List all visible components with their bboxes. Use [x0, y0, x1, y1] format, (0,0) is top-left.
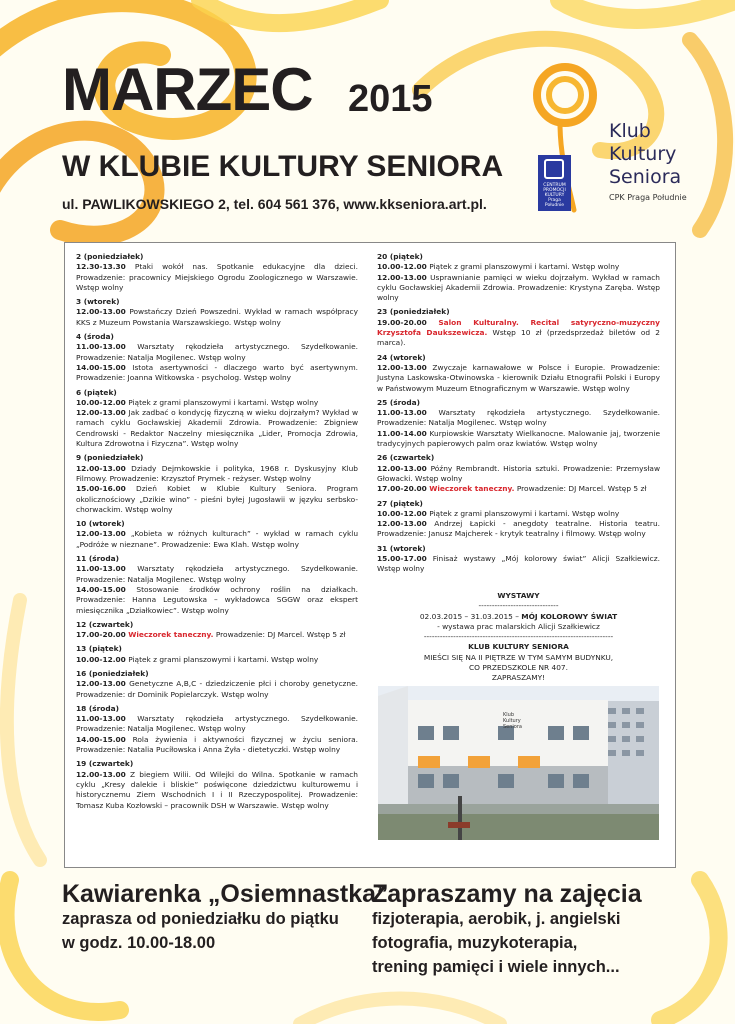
day-date: 19 (czwartek) — [76, 759, 134, 769]
event-highlight: Salon Kulturalny. Recital satyryczno-muzyczny Krzysztofa Daukszewicza. — [377, 317, 661, 338]
invite-line: trening pamięci i wiele innych... — [372, 958, 620, 976]
building-photo — [378, 686, 659, 840]
day-date: 20 (piątek) — [377, 252, 423, 261]
schedule-event — [76, 770, 358, 811]
day-date: 12 (czwartek) — [76, 619, 134, 629]
badge-line: KULTURY — [544, 193, 565, 198]
schedule-event — [76, 630, 358, 640]
schedule-event — [377, 484, 660, 494]
badge-line: Praga Południe — [544, 198, 565, 208]
schedule-event — [76, 714, 358, 735]
event-description: Piątek z grami planszowymi i kartami. Wstęp wolny — [128, 654, 319, 664]
event-time: 17.00-20.00 — [377, 484, 427, 494]
day-date: 16 (poniedziałek) — [76, 668, 149, 678]
event-time: 12.00-13.00 — [377, 463, 427, 473]
cpk-logo-badge — [538, 155, 571, 211]
cafe-hours-line: w godz. 10.00-18.00 — [62, 934, 216, 952]
schedule-day — [76, 297, 358, 328]
event-description: Powstańczy Dzień Powszedni. Wykład w ramach współpracy KKS z Muzeum Powstania Warszawskiego. Wstęp wolny — [76, 307, 358, 327]
event-time: 12.00-13.00 — [377, 362, 427, 372]
day-date: 31 (wtorek) — [377, 543, 426, 553]
badge-line: PROMOCJI — [543, 188, 566, 193]
schedule-event — [76, 529, 358, 550]
divider: ------------------------------ — [478, 601, 559, 611]
exhibition-line — [377, 612, 660, 622]
schedule-event — [377, 363, 660, 394]
photo-sign-text: Klub Kultury Seniora — [503, 712, 522, 730]
event-time: 12.00-13.00 — [76, 769, 126, 779]
event-description: Prowadzenie: DJ Marcel. Wstęp 5 zł — [215, 630, 346, 640]
schedule-event — [76, 655, 358, 665]
club-name: KLUB KULTURY SENIORA — [468, 642, 569, 652]
schedule-day — [377, 398, 660, 449]
logo-line: Seniora — [609, 166, 682, 188]
cafe-title: Kawiarenka „Osiemnastka” — [62, 880, 389, 908]
event-description: Prowadzenie: DJ Marcel. Wstęp 5 zł — [516, 484, 647, 494]
event-time: 12.00-13.00 — [76, 679, 126, 689]
page-subtitle: W KLUBIE KULTURY SENIORA — [62, 150, 504, 183]
event-time: 14.00-15.00 — [76, 362, 126, 372]
event-time: 12.00-13.00 — [76, 463, 126, 473]
schedule-day — [377, 353, 660, 394]
exhibitions-heading: WYSTAWY — [497, 591, 540, 600]
event-description: Zwyczaje karnawałowe w Polsce i Europie. Prowadzenie: Justyna Laskowska-Otwinowska - kierownik Działu Etnografii Polski i Europy w Państwowym Muzeum Etnograficznym w Warszawie. Wstęp wolny — [377, 362, 660, 393]
schedule-day — [76, 669, 358, 700]
event-description: Dzień Kobiet w Klubie Kultury Seniora. Program okolicznościowy „Dzikie wino” - pieśni byłej Jugosławii w języku serbsko-chorwackim. Wstęp wolny — [76, 484, 358, 514]
event-time: 15.00-16.00 — [76, 484, 126, 494]
event-description: Jak zadbać o kondycję fizyczną w wieku dojrzałym? Wykład w ramach cyklu Gocławskiej Akademii Zdrowia. Prowadzenie: Zbigniew Cendrowski - Redaktor Naczelny miesięcznika „Lider, Promocja Zdrowia, Kultura Zdrowotna i Fizyczna”. Wstęp wolny — [76, 408, 358, 449]
day-date: 23 (poniedziałek) — [377, 307, 450, 317]
schedule-day — [76, 388, 358, 450]
event-description: „Kobieta w różnych kulturach” - wykład w ramach cyklu „Podróże w nieznane”. Prowadzenie: Ewa Klah. Wstęp wolny — [76, 529, 358, 549]
schedule-event — [377, 262, 660, 272]
schedule-day — [76, 453, 358, 515]
event-description: Dziady Dejmkowskie i polityka, 1968 r. Dyskusyjny Klub Filmowy. Prowadzenie: Krzysztof Prymek - reżyser. Wstęp wolny — [76, 463, 358, 483]
schedule-event — [76, 585, 358, 616]
exhibitions-section — [377, 591, 660, 684]
address-line: ul. PAWLIKOWSKIEGO 2, tel. 604 561 376, www.kkseniora.art.pl. — [62, 196, 487, 212]
day-date: 11 (środa) — [76, 554, 120, 564]
schedule-day — [76, 519, 358, 550]
schedule-event — [377, 318, 660, 349]
event-description: Warsztaty rękodzieła artystycznego. Szydełkowanie. Prowadzenie: Natalja Mogilenec. Wstęp wolny — [76, 564, 358, 584]
schedule-event — [76, 564, 358, 585]
schedule-day — [377, 307, 660, 348]
divider: ----------------------------------------------------------------------- — [423, 632, 614, 642]
schedule-day — [76, 332, 358, 383]
event-time: 14.00-15.00 — [76, 584, 126, 594]
event-time: 12.00-13.00 — [76, 408, 126, 418]
event-description: Istota asertywności - dlaczego warto być asertywnym. Prowadzenie: Joanna Witkowska - psycholog. Wstęp wolny — [76, 362, 358, 383]
day-date: 6 (piątek) — [76, 387, 117, 397]
schedule-day — [76, 644, 358, 665]
day-date: 25 (środa) — [377, 397, 421, 407]
event-description: Piątek z grami planszowymi i kartami. Wstęp wolny — [429, 508, 620, 518]
event-time: 12.30-13.30 — [76, 262, 126, 272]
schedule-event — [76, 363, 358, 384]
event-time: 11.00-14.00 — [377, 428, 427, 438]
schedule-event — [377, 408, 660, 429]
event-description: Z biegiem Wilii. Od Wilejki do Wilna. Spotkanie w ramach cyklu „Kresy dalekie i bliskie” poświęcone dziedzictwu kulturowemu i historycznemu Ziem Wschodnich I i II Rzeczypospolitej. Prowadzenie: Tomasz Kuba Kozłowski – pracownik DSH w Warszawie. Wstęp wolny — [76, 769, 358, 810]
club-info-line: MIEŚCI SIĘ NA II PIĘTRZE W TYM SAMYM BUDYNKU, — [423, 652, 614, 662]
event-description: Wstęp 10 zł (przedsprzedaż biletów od 2 marca). — [377, 328, 660, 348]
event-description: Piątek z grami planszowymi i kartami. Wstęp wolny — [429, 262, 620, 272]
event-description: Późny Rembrandt. Historia sztuki. Prowadzenie: Przemysław Głowacki. Wstęp wolny — [377, 463, 661, 483]
event-highlight: Wieczorek taneczny. — [429, 484, 515, 494]
event-description: Piątek z grami planszowymi i kartami. Wstęp wolny — [128, 397, 319, 407]
event-time: 10.00-12.00 — [76, 654, 126, 664]
day-date: 2 (poniedziałek) — [76, 252, 144, 261]
event-description: Warsztaty rękodzieła artystycznego. Szydełkowanie. Prowadzenie: Natalja Mogilenec. Wstęp wolny — [76, 342, 358, 362]
schedule-day — [76, 554, 358, 616]
event-description: Usprawnianie pamięci w wieku dojrzałym. Wykład w ramach cyklu Gocławskiej Akademii Zdrowia. Prowadzenie: Krystyna Zaręba. Wstęp wolny — [377, 272, 660, 303]
day-date: 9 (poniedziałek) — [76, 453, 144, 463]
exhibition-desc: - wystawa prac malarskich Alicji Szałkiewicz — [437, 621, 600, 631]
logo-line: Klub — [609, 120, 651, 142]
logo-subtitle: CPK Praga Południe — [609, 193, 687, 202]
schedule-day — [76, 759, 358, 810]
event-description: Andrzej Łapicki - anegdoty teatralne. Historia teatru. Prowadzenie: Janusz Majcherek - krytyk teatralny i filmowy. Wstęp wolny — [377, 519, 660, 539]
club-logo-text — [609, 120, 681, 189]
schedule-event — [76, 484, 358, 515]
invite-title: Zapraszamy na zajęcia — [372, 880, 642, 908]
event-description: Ptaki wokół nas. Spotkanie edukacyjne dla dzieci. Prowadzenie: pracownicy Miejskiego Ogrodu Zoologicznego w Warszawie. Wstęp wolny — [76, 262, 358, 292]
event-highlight: Wieczorek taneczny. — [128, 630, 214, 640]
exhibition-title: MÓJ KOLOROWY ŚWIAT — [521, 611, 618, 621]
day-date: 10 (wtorek) — [76, 519, 125, 529]
event-time: 10.00-12.00 — [377, 508, 427, 518]
day-date: 27 (piątek) — [377, 498, 423, 508]
schedule-right-column — [377, 252, 660, 575]
event-time: 10.00-12.00 — [76, 397, 126, 407]
event-time: 12.00-13.00 — [377, 272, 427, 282]
day-date: 18 (środa) — [76, 703, 120, 713]
exhibition-dates: 02.03.2015 – 31.03.2015 – — [419, 611, 519, 621]
schedule-event — [377, 273, 660, 304]
schedule-left-column — [76, 252, 358, 811]
event-description: Genetyczne A,B,C - dziedziczenie płci i choroby genetyczne. Prowadzenie: dr Dominik Popielarczyk. Wstęp wolny — [76, 679, 358, 699]
event-time: 12.00-13.00 — [76, 307, 126, 317]
schedule-event — [76, 464, 358, 485]
event-time: 15.00-17.00 — [377, 554, 427, 564]
schedule-day — [377, 453, 660, 494]
schedule-event — [76, 398, 358, 408]
schedule-day — [76, 252, 358, 293]
title-year: 2015 — [348, 78, 433, 120]
schedule-event — [377, 519, 660, 540]
schedule-event — [76, 679, 358, 700]
day-date: 3 (wtorek) — [76, 297, 120, 307]
schedule-day — [377, 499, 660, 540]
event-time: 11.00-13.00 — [76, 564, 126, 574]
event-time: 12.00-13.00 — [76, 529, 126, 539]
day-date: 24 (wtorek) — [377, 352, 426, 362]
event-description: Warsztaty rękodzieła artystycznego. Szydełkowanie. Prowadzenie: Natalja Mogilenec. Wstęp wolny — [377, 408, 660, 428]
schedule-event — [76, 408, 358, 449]
event-time: 11.00-13.00 — [76, 714, 126, 724]
day-date: 13 (piątek) — [76, 644, 122, 654]
schedule-event — [76, 262, 358, 293]
event-time: 19.00-20.00 — [377, 317, 427, 327]
event-description: Rola żywienia i aktywności fizycznej w życiu seniora. Prowadzenie: Natalia Pucíłowska i Anna Żyła - dietetyczki. Wstęp wolny — [76, 734, 358, 755]
schedule-day — [377, 252, 660, 303]
schedule-event — [377, 554, 660, 575]
invite-line: fotografia, muzykoterapia, — [372, 934, 578, 952]
title-month: MARZEC — [62, 56, 313, 123]
event-description: Kurpiowskie Warsztaty Wielkanocne. Malowanie jaj, tworzenie tradycyjnych papierowych palm oraz kwiatów. Wstęp wolny — [377, 428, 661, 449]
cafe-hours-line: zaprasza od poniedziałku do piątku — [62, 910, 339, 928]
event-time: 11.00-13.00 — [377, 408, 427, 418]
schedule-day — [76, 620, 358, 641]
cpk-logo-icon — [544, 159, 564, 179]
event-time: 17.00-20.00 — [76, 630, 126, 640]
day-date: 4 (środa) — [76, 332, 114, 342]
logo-line: Kultury — [609, 143, 677, 165]
event-description: Warsztaty rękodzieła artystycznego. Szydełkowanie. Prowadzenie: Natalja Mogilenec. Wstęp wolny — [76, 714, 358, 734]
schedule-event — [76, 307, 358, 328]
badge-line: CENTRUM — [543, 183, 566, 188]
day-date: 26 (czwartek) — [377, 453, 435, 463]
event-time: 12.00-13.00 — [377, 519, 427, 529]
schedule-event — [377, 464, 660, 485]
event-time: 14.00-15.00 — [76, 734, 126, 744]
schedule-event — [377, 429, 660, 450]
invite-line: fizjoterapia, aerobik, j. angielski — [372, 910, 621, 928]
event-description: Finisaż wystawy „Mój kolorowy świat” Alicji Szałkiewicz. Wstęp wolny — [377, 554, 660, 574]
schedule-day — [76, 704, 358, 755]
club-info-line: CO PRZEDSZKOLE NR 407. — [469, 663, 568, 673]
event-time: 10.00-12.00 — [377, 262, 427, 272]
schedule-event — [377, 509, 660, 519]
event-description: Stosowanie środków ochrony roślin na działkach. Prowadzenie: Hanna Legutowska – wykładowca SGGW oraz ekspert miesięcznika „Działkowiec”. Wstęp wolny — [76, 584, 358, 615]
schedule-event — [76, 342, 358, 363]
schedule-day — [377, 544, 660, 575]
schedule-event — [76, 735, 358, 756]
club-info-line: ZAPRASZAMY! — [491, 673, 546, 683]
event-time: 11.00-13.00 — [76, 342, 126, 352]
